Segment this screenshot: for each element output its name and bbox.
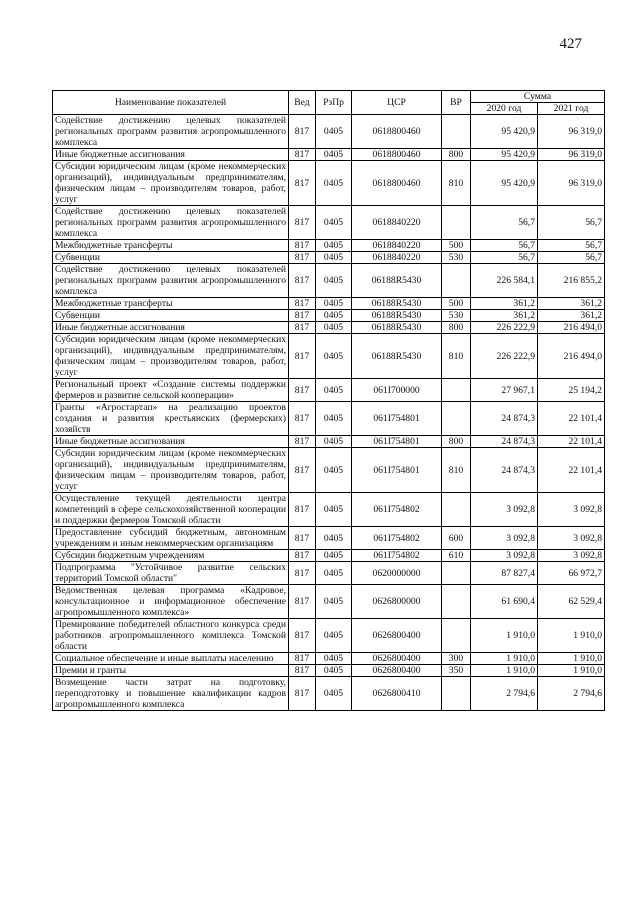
cell-v2021: 56,7 — [538, 240, 605, 252]
cell-v2020: 226 222,9 — [471, 322, 538, 334]
cell-v2020: 3 092,8 — [471, 493, 538, 527]
cell-rzpr: 0405 — [316, 310, 352, 322]
table-row — [53, 527, 605, 550]
table-row — [53, 550, 605, 562]
cell-name: Содействие достижению целевых показателей региональных программ развития агропромышленного комплекса — [53, 115, 289, 149]
cell-csr: 0626800000 — [352, 585, 442, 619]
cell-name: Содействие достижению целевых показателей региональных программ развития агропромышленного комплекса — [53, 206, 289, 240]
cell-csr: 0618800460 — [352, 149, 442, 161]
cell-v2021: 1 910,0 — [538, 619, 605, 653]
cell-vr: 800 — [442, 149, 471, 161]
table-row — [53, 322, 605, 334]
cell-csr: 061I754802 — [352, 527, 442, 550]
cell-vr: 500 — [442, 240, 471, 252]
cell-v2021: 25 194,2 — [538, 379, 605, 402]
cell-name: Субсидии юридическим лицам (кроме некоммерческих организаций), индивидуальным предпринимателям, физическим лицам – производителям товаров, работ, услуг — [53, 448, 289, 493]
cell-rzpr: 0405 — [316, 550, 352, 562]
page-number: 427 — [559, 36, 582, 52]
cell-name: Субвенции — [53, 310, 289, 322]
cell-rzpr: 0405 — [316, 206, 352, 240]
cell-rzpr: 0405 — [316, 402, 352, 436]
cell-v2020: 1 910,0 — [471, 653, 538, 665]
cell-csr: 0626800400 — [352, 619, 442, 653]
header-2021: 2021 год — [538, 103, 605, 115]
cell-name: Межбюджетные трансферты — [53, 298, 289, 310]
cell-vr: 810 — [442, 448, 471, 493]
cell-v2021: 22 101,4 — [538, 402, 605, 436]
table-row — [53, 402, 605, 436]
table-row — [53, 115, 605, 149]
cell-name: Гранты «Агростартап» на реализацию проектов создания и развития крестьянских (фермерских) хозяйств — [53, 402, 289, 436]
cell-csr: 061I754801 — [352, 436, 442, 448]
cell-v2021: 216 494,0 — [538, 322, 605, 334]
table-row — [53, 619, 605, 653]
cell-csr: 06188R5430 — [352, 298, 442, 310]
cell-name: Субвенции — [53, 252, 289, 264]
table-row — [53, 240, 605, 252]
cell-vr — [442, 402, 471, 436]
header-sum: Сумма — [471, 91, 605, 103]
cell-vr — [442, 585, 471, 619]
cell-vr — [442, 115, 471, 149]
cell-v2021: 96 319,0 — [538, 115, 605, 149]
cell-v2021: 1 910,0 — [538, 665, 605, 677]
table-row — [53, 310, 605, 322]
cell-csr: 061I754801 — [352, 448, 442, 493]
cell-csr: 0618800460 — [352, 115, 442, 149]
cell-vr: 800 — [442, 322, 471, 334]
cell-ved: 817 — [289, 264, 316, 298]
cell-v2020: 56,7 — [471, 240, 538, 252]
cell-vr: 810 — [442, 334, 471, 379]
cell-name: Осуществление текущей деятельности центра компетенций в сфере сельскохозяйственной кооперации и поддержки фермеров Томской области — [53, 493, 289, 527]
cell-name: Возмещение части затрат на подготовку, переподготовку и повышение квалификации кадров агропромышленного комплекса — [53, 677, 289, 711]
cell-name: Иные бюджетные ассигнования — [53, 322, 289, 334]
cell-name: Иные бюджетные ассигнования — [53, 436, 289, 448]
cell-vr — [442, 619, 471, 653]
cell-v2020: 226 584,1 — [471, 264, 538, 298]
cell-csr: 061I754802 — [352, 550, 442, 562]
cell-ved: 817 — [289, 402, 316, 436]
cell-name: Субсидии юридическим лицам (кроме некоммерческих организаций), индивидуальным предпринимателям, физическим лицам – производителям товаров, работ, услуг — [53, 161, 289, 206]
cell-v2020: 56,7 — [471, 206, 538, 240]
cell-name: Содействие достижению целевых показателей региональных программ развития агропромышленного комплекса — [53, 264, 289, 298]
cell-v2020: 61 690,4 — [471, 585, 538, 619]
cell-vr — [442, 493, 471, 527]
cell-ved: 817 — [289, 240, 316, 252]
cell-v2021: 3 092,8 — [538, 493, 605, 527]
cell-name: Субсидии юридическим лицам (кроме некоммерческих организаций), индивидуальным предпринимателям, физическим лицам – производителям товаров, работ, услуг — [53, 334, 289, 379]
cell-name: Иные бюджетные ассигнования — [53, 149, 289, 161]
cell-ved: 817 — [289, 436, 316, 448]
cell-name: Подпрограмма "Устойчивое развитие сельских территорий Томской области" — [53, 562, 289, 585]
header-name: Наименование показателей — [53, 91, 289, 115]
header-csr: ЦСР — [352, 91, 442, 115]
cell-csr: 06188R5430 — [352, 334, 442, 379]
table-row — [53, 677, 605, 711]
cell-v2021: 3 092,8 — [538, 527, 605, 550]
cell-vr: 600 — [442, 527, 471, 550]
cell-v2021: 2 794,6 — [538, 677, 605, 711]
cell-ved: 817 — [289, 653, 316, 665]
cell-v2020: 27 967,1 — [471, 379, 538, 402]
cell-v2020: 3 092,8 — [471, 550, 538, 562]
cell-v2021: 66 972,7 — [538, 562, 605, 585]
cell-v2021: 216 494,0 — [538, 334, 605, 379]
cell-csr: 061I754802 — [352, 493, 442, 527]
cell-vr: 350 — [442, 665, 471, 677]
cell-csr: 06188R5430 — [352, 310, 442, 322]
cell-rzpr: 0405 — [316, 115, 352, 149]
table-row — [53, 149, 605, 161]
cell-rzpr: 0405 — [316, 527, 352, 550]
cell-rzpr: 0405 — [316, 161, 352, 206]
table-body — [53, 115, 605, 711]
cell-ved: 817 — [289, 252, 316, 264]
table-row — [53, 252, 605, 264]
cell-csr: 0618840220 — [352, 206, 442, 240]
cell-v2020: 95 420,9 — [471, 149, 538, 161]
cell-name: Премии и гранты — [53, 665, 289, 677]
cell-vr: 800 — [442, 436, 471, 448]
cell-vr: 300 — [442, 653, 471, 665]
cell-csr: 0626800400 — [352, 653, 442, 665]
cell-v2021: 96 319,0 — [538, 149, 605, 161]
cell-name: Межбюджетные трансферты — [53, 240, 289, 252]
cell-csr: 0618840220 — [352, 252, 442, 264]
cell-rzpr: 0405 — [316, 653, 352, 665]
cell-vr — [442, 677, 471, 711]
cell-ved: 817 — [289, 619, 316, 653]
cell-ved: 817 — [289, 379, 316, 402]
cell-v2021: 3 092,8 — [538, 550, 605, 562]
cell-ved: 817 — [289, 665, 316, 677]
cell-rzpr: 0405 — [316, 149, 352, 161]
cell-csr: 06188R5430 — [352, 322, 442, 334]
table-row — [53, 334, 605, 379]
cell-ved: 817 — [289, 334, 316, 379]
cell-rzpr: 0405 — [316, 379, 352, 402]
cell-name: Премирование победителей областного конкурса среди работников агропромышленного комплекса Томской области — [53, 619, 289, 653]
header-2020: 2020 год — [471, 103, 538, 115]
cell-rzpr: 0405 — [316, 493, 352, 527]
cell-v2020: 361,2 — [471, 310, 538, 322]
cell-ved: 817 — [289, 149, 316, 161]
cell-rzpr: 0405 — [316, 334, 352, 379]
cell-ved: 817 — [289, 206, 316, 240]
cell-v2020: 95 420,9 — [471, 161, 538, 206]
cell-v2021: 1 910,0 — [538, 653, 605, 665]
table-row — [53, 653, 605, 665]
cell-vr — [442, 562, 471, 585]
cell-rzpr: 0405 — [316, 252, 352, 264]
cell-vr: 500 — [442, 298, 471, 310]
cell-csr: 0626800410 — [352, 677, 442, 711]
header-rzpr: РзПр — [316, 91, 352, 115]
cell-v2020: 95 420,9 — [471, 115, 538, 149]
cell-ved: 817 — [289, 493, 316, 527]
table-row — [53, 298, 605, 310]
cell-v2020: 2 794,6 — [471, 677, 538, 711]
cell-rzpr: 0405 — [316, 665, 352, 677]
cell-csr: 0620000000 — [352, 562, 442, 585]
cell-v2021: 96 319,0 — [538, 161, 605, 206]
cell-v2021: 361,2 — [538, 310, 605, 322]
cell-vr: 530 — [442, 310, 471, 322]
cell-v2021: 361,2 — [538, 298, 605, 310]
cell-v2020: 361,2 — [471, 298, 538, 310]
cell-rzpr: 0405 — [316, 562, 352, 585]
cell-v2020: 24 874,3 — [471, 402, 538, 436]
cell-ved: 817 — [289, 448, 316, 493]
cell-v2020: 3 092,8 — [471, 527, 538, 550]
cell-csr: 0618800460 — [352, 161, 442, 206]
table-row — [53, 562, 605, 585]
cell-ved: 817 — [289, 322, 316, 334]
cell-vr: 610 — [442, 550, 471, 562]
table-row — [53, 448, 605, 493]
cell-name: Субсидии бюджетным учреждениям — [53, 550, 289, 562]
table-row — [53, 493, 605, 527]
cell-v2021: 62 529,4 — [538, 585, 605, 619]
cell-v2021: 216 855,2 — [538, 264, 605, 298]
cell-csr: 06188R5430 — [352, 264, 442, 298]
cell-v2020: 24 874,3 — [471, 448, 538, 493]
cell-v2020: 226 222,9 — [471, 334, 538, 379]
cell-ved: 817 — [289, 161, 316, 206]
cell-v2021: 22 101,4 — [538, 436, 605, 448]
cell-ved: 817 — [289, 585, 316, 619]
cell-name: Предоставление субсидий бюджетным, автономным учреждениям и иным некоммерческим организациям — [53, 527, 289, 550]
cell-rzpr: 0405 — [316, 436, 352, 448]
cell-ved: 817 — [289, 298, 316, 310]
cell-name: Региональный проект «Создание системы поддержки фермеров и развитие сельской кооперации» — [53, 379, 289, 402]
cell-rzpr: 0405 — [316, 322, 352, 334]
cell-name: Социальное обеспечение и иные выплаты населению — [53, 653, 289, 665]
cell-csr: 0618840220 — [352, 240, 442, 252]
cell-ved: 817 — [289, 562, 316, 585]
cell-v2021: 56,7 — [538, 252, 605, 264]
cell-ved: 817 — [289, 677, 316, 711]
cell-v2020: 1 910,0 — [471, 665, 538, 677]
cell-csr: 0626800400 — [352, 665, 442, 677]
cell-v2020: 24 874,3 — [471, 436, 538, 448]
cell-rzpr: 0405 — [316, 448, 352, 493]
cell-v2021: 56,7 — [538, 206, 605, 240]
cell-vr: 530 — [442, 252, 471, 264]
header-ved: Вед — [289, 91, 316, 115]
header-vr: ВР — [442, 91, 471, 115]
cell-ved: 817 — [289, 115, 316, 149]
cell-ved: 817 — [289, 527, 316, 550]
cell-rzpr: 0405 — [316, 585, 352, 619]
table-row — [53, 585, 605, 619]
cell-v2021: 22 101,4 — [538, 448, 605, 493]
cell-name: Ведомственная целевая программа «Кадровое, консультационное и информационное обеспечение агропромышленного комплекса» — [53, 585, 289, 619]
cell-csr: 061I754801 — [352, 402, 442, 436]
cell-rzpr: 0405 — [316, 677, 352, 711]
table-row — [53, 379, 605, 402]
table-row — [53, 264, 605, 298]
cell-ved: 817 — [289, 310, 316, 322]
table-row — [53, 206, 605, 240]
cell-v2020: 1 910,0 — [471, 619, 538, 653]
cell-vr — [442, 264, 471, 298]
cell-v2020: 87 827,4 — [471, 562, 538, 585]
budget-table — [52, 90, 605, 711]
table-row — [53, 161, 605, 206]
table-row — [53, 436, 605, 448]
cell-ved: 817 — [289, 550, 316, 562]
cell-v2020: 56,7 — [471, 252, 538, 264]
table-row — [53, 665, 605, 677]
cell-rzpr: 0405 — [316, 240, 352, 252]
cell-rzpr: 0405 — [316, 264, 352, 298]
cell-vr — [442, 379, 471, 402]
cell-rzpr: 0405 — [316, 619, 352, 653]
cell-vr: 810 — [442, 161, 471, 206]
cell-rzpr: 0405 — [316, 298, 352, 310]
cell-vr — [442, 206, 471, 240]
cell-csr: 061I700000 — [352, 379, 442, 402]
